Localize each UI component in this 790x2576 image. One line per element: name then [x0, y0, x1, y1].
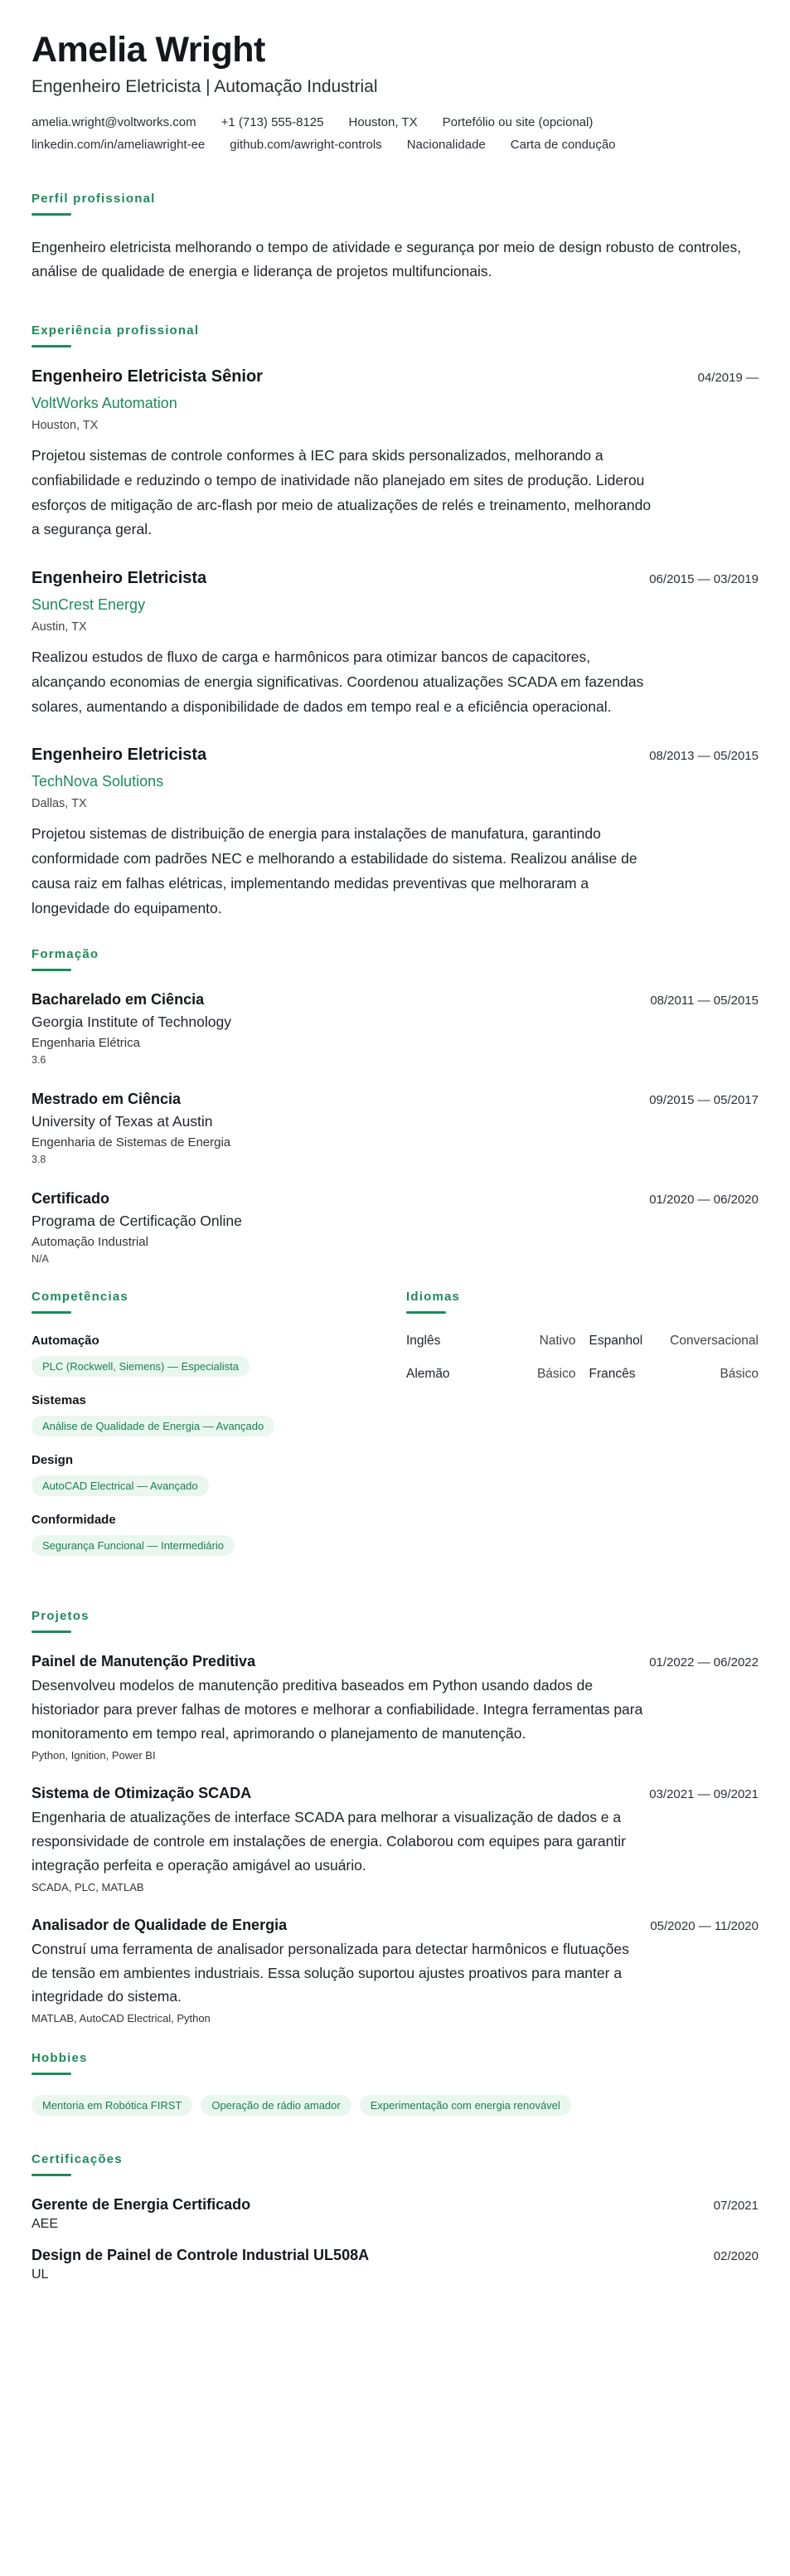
job-title: Engenheiro Eletricista	[32, 746, 207, 765]
language-list	[406, 1334, 758, 1382]
contact-location: Houston, TX	[348, 115, 418, 130]
section-title-certifications: Certificações	[32, 2152, 123, 2167]
skill-group-name: Sistemas	[32, 1393, 86, 1408]
section-title-skills: Competências	[32, 1290, 128, 1305]
skill-group-name: Design	[32, 1453, 74, 1468]
languages-section	[406, 1290, 758, 1572]
education-field: Automação Industrial	[32, 1235, 148, 1250]
job-date: 08/2013 — 05/2015	[649, 749, 758, 764]
education-degree: Certificado	[32, 1190, 110, 1208]
job-description: Projetou sistemas de distribuição de energia para instalações de manufatura, garantindo conformidade com padrões NEC e melhorando a estabilidade do sistema. Realizou análise de causa raiz em falhas elétricas, implementando medidas preventivas que melhoraram a longevidade do equipamento.	[32, 825, 637, 916]
certification-item	[32, 2196, 758, 2232]
education-item	[32, 1190, 758, 1265]
education-school: University of Texas at Austin	[32, 1113, 213, 1130]
language-level: Nativo	[539, 1334, 576, 1349]
education-degree: Bacharelado em Ciência	[32, 991, 205, 1009]
contact-nationality: Nacionalidade	[406, 138, 486, 153]
section-title-education: Formação	[32, 947, 99, 962]
language-item	[406, 1367, 576, 1382]
section-divider	[32, 1311, 71, 1314]
job-location: Austin, TX	[32, 620, 87, 634]
education-date: 08/2011 — 05/2015	[650, 994, 758, 1009]
project-title: Analisador de Qualidade de Energia	[32, 1916, 288, 1933]
experience-item	[32, 367, 758, 542]
skills-section	[32, 1290, 406, 1572]
job-company: VoltWorks Automation	[32, 395, 177, 412]
project-tech: SCADA, PLC, MATLAB	[32, 1880, 144, 1893]
project-description: Construí uma ferramenta de analisador personalizada para detectar harmônicos e flutuações de tensão em ambientes industriais. Essa solução suportou ajustes proativos para manter a integridade do sistema.	[32, 1940, 629, 2005]
contact-email[interactable]: amelia.wright@voltworks.com	[32, 115, 196, 130]
job-company: TechNova Solutions	[32, 773, 164, 790]
candidate-headline: Engenheiro Eletricista | Automação Industrial	[32, 77, 378, 97]
contact-list	[32, 115, 758, 152]
skills-languages-row	[32, 1290, 758, 1572]
certification-title: Design de Painel de Controle Industrial UL508A	[32, 2247, 370, 2264]
job-location: Houston, TX	[32, 419, 99, 433]
language-level: Conversacional	[670, 1334, 758, 1349]
job-title: Engenheiro Eletricista Sênior	[32, 367, 263, 386]
education-section	[32, 947, 758, 1265]
language-level: Básico	[536, 1367, 576, 1382]
skill-group	[32, 1453, 406, 1496]
hobbies-section	[32, 2051, 758, 2116]
skill-chip: Análise de Qualidade de Energia — Avançado	[32, 1416, 274, 1436]
education-grade: 3.8	[32, 1154, 46, 1166]
project-item	[32, 1653, 758, 1762]
skill-chip: Segurança Funcional — Intermediário	[32, 1535, 235, 1556]
language-name: Francês	[589, 1367, 636, 1382]
skill-group	[32, 1513, 406, 1556]
education-degree: Mestrado em Ciência	[32, 1091, 182, 1108]
certification-issuer: UL	[32, 2267, 49, 2282]
certification-item	[32, 2247, 758, 2282]
job-title: Engenheiro Eletricista	[32, 569, 207, 588]
section-title-hobbies: Hobbies	[32, 2051, 88, 2066]
job-description: Realizou estudos de fluxo de carga e harmônicos para otimizar bancos de capacitores, alcançando economias de energia significativas. Coordenou atualizações SCADA em fazendas solares, aumentando a disponibilidade de dados em tempo real e a eficiência operacional.	[32, 649, 644, 715]
section-title-languages: Idiomas	[406, 1290, 461, 1305]
education-school: Programa de Certificação Online	[32, 1213, 242, 1230]
candidate-name: Amelia Wright	[32, 30, 265, 70]
project-title: Sistema de Otimização SCADA	[32, 1785, 252, 1802]
skill-group-name: Automação	[32, 1334, 99, 1349]
education-item	[32, 991, 758, 1066]
education-school: Georgia Institute of Technology	[32, 1013, 231, 1031]
hobby-chip: Experimentação com energia renovável	[360, 2095, 571, 2116]
job-date: 04/2019 —	[697, 371, 758, 386]
certification-issuer: AEE	[32, 2217, 59, 2232]
resume-header	[32, 30, 758, 152]
skill-group-name: Conformidade	[32, 1513, 116, 1528]
job-company: SunCrest Energy	[32, 596, 146, 614]
section-title-experience: Experiência profissional	[32, 323, 200, 338]
contact-portfolio[interactable]: Portefólio ou site (opcional)	[442, 115, 594, 130]
section-divider	[32, 2174, 71, 2176]
experience-item	[32, 569, 758, 719]
project-date: 03/2021 — 09/2021	[649, 1787, 758, 1802]
section-divider	[32, 969, 71, 971]
education-field: Engenharia Elétrica	[32, 1036, 140, 1051]
language-name: Espanhol	[589, 1334, 643, 1349]
section-title-profile: Perfil profissional	[32, 192, 156, 207]
hobby-chip: Operação de rádio amador	[201, 2095, 351, 2116]
education-item	[32, 1091, 758, 1165]
experience-item	[32, 746, 758, 921]
language-item	[589, 1367, 759, 1382]
project-title: Painel de Manutenção Preditiva	[32, 1653, 256, 1670]
education-date: 09/2015 — 05/2017	[649, 1093, 758, 1108]
skill-group	[32, 1334, 406, 1377]
language-level: Básico	[720, 1367, 758, 1382]
job-description: Projetou sistemas de controle conformes à IEC para skids personalizados, melhorando a confiabilidade e reduzindo o tempo de inatividade não planejado em sites de produção. Liderou esforços de mitigação de arc-flash por meio de atualizações de relés e treinamento, melhorando a segurança geral.	[32, 447, 652, 538]
contact-phone[interactable]: +1 (713) 555-8125	[221, 115, 324, 130]
project-description: Engenharia de atualizações de interface SCADA para melhorar a visualização de dados e a responsividade de controle em instalações de energia. Colaborou com equipes para garantir integração perfeita e operação amigável ao usuário.	[32, 1809, 626, 1874]
language-item	[589, 1334, 759, 1349]
education-grade: 3.6	[32, 1054, 46, 1067]
hobby-list	[32, 2095, 758, 2116]
education-grade: N/A	[32, 1253, 49, 1266]
language-name: Inglês	[406, 1334, 441, 1349]
hobby-chip: Mentoria em Robótica FIRST	[32, 2095, 192, 2116]
experience-section	[32, 323, 758, 921]
job-location: Dallas, TX	[32, 797, 87, 811]
certifications-section	[32, 2152, 758, 2282]
job-date: 06/2015 — 03/2019	[649, 572, 758, 587]
skill-chip: PLC (Rockwell, Siemens) — Especialista	[32, 1356, 250, 1377]
certification-date: 07/2021	[713, 2199, 758, 2214]
skill-chip: AutoCAD Electrical — Avançado	[32, 1475, 209, 1496]
section-title-projects: Projetos	[32, 1609, 90, 1624]
section-divider	[32, 213, 71, 216]
contact-github[interactable]: github.com/awright-controls	[230, 138, 382, 153]
education-field: Engenharia de Sistemas de Energia	[32, 1135, 231, 1150]
section-divider	[32, 345, 71, 348]
project-item	[32, 1785, 758, 1893]
profile-summary: Engenheiro eletricista melhorando o tempo de atividade e segurança por meio de design robusto de controles, análise de qualidade de energia e liderança de projetos multifuncionais.	[32, 239, 742, 280]
education-date: 01/2020 — 06/2020	[649, 1193, 758, 1208]
language-name: Alemão	[406, 1367, 450, 1382]
contact-driving-license: Carta de condução	[510, 138, 616, 153]
project-tech: MATLAB, AutoCAD Electrical, Python	[32, 2012, 211, 2025]
project-description: Desenvolveu modelos de manutenção preditiva baseados em Python usando dados de historiador para prever falhas de motores e melhorar a confiabilidade. Integra ferramentas para monitoramento em tempo real, aprimorando o planejamento de manutenção.	[32, 1677, 643, 1742]
section-divider	[32, 1631, 71, 1633]
project-date: 05/2020 — 11/2020	[650, 1918, 758, 1933]
language-item	[406, 1334, 576, 1349]
project-date: 01/2022 — 06/2022	[649, 1655, 758, 1670]
skill-group	[32, 1393, 406, 1436]
contact-linkedin[interactable]: linkedin.com/in/ameliawright-ee	[32, 138, 206, 153]
certification-title: Gerente de Energia Certificado	[32, 2196, 251, 2214]
profile-section	[32, 192, 758, 284]
section-divider	[32, 2073, 71, 2075]
section-divider	[406, 1311, 446, 1314]
projects-section	[32, 1609, 758, 2024]
project-tech: Python, Ignition, Power BI	[32, 1749, 156, 1762]
project-item	[32, 1917, 758, 2025]
certification-date: 02/2020	[713, 2249, 758, 2264]
